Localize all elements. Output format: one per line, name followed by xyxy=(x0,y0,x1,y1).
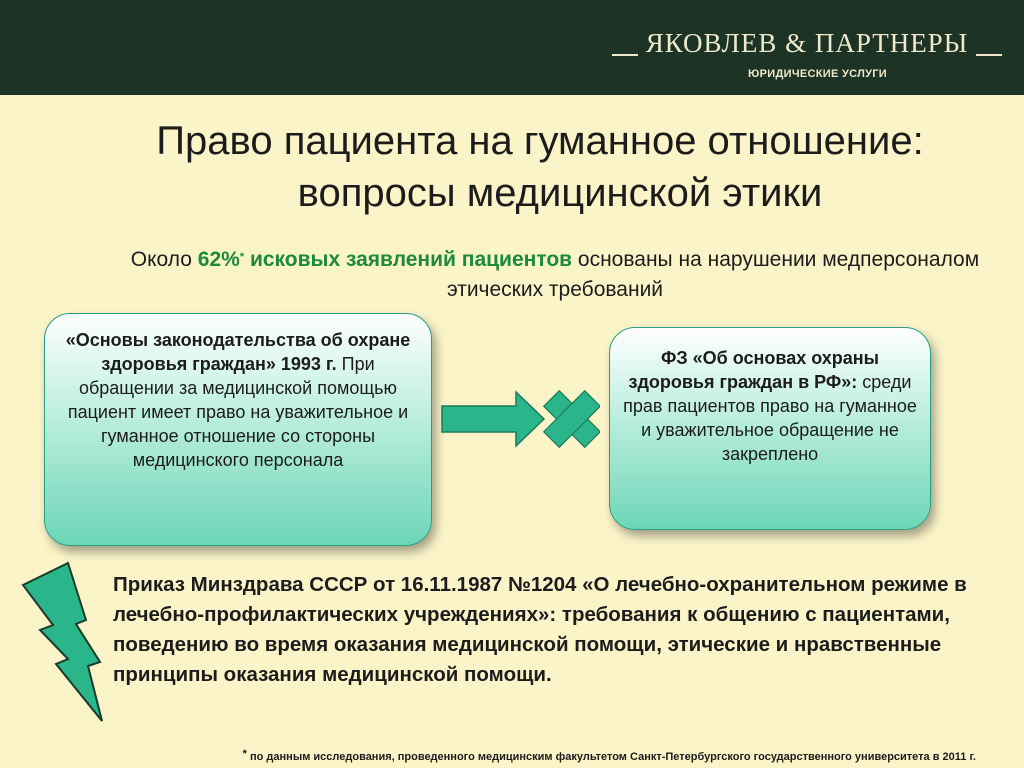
brand-rule-right xyxy=(976,54,1002,56)
title-line-1: Право пациента на гуманное отношение: xyxy=(156,119,924,163)
footnote xyxy=(0,748,1024,763)
stat-highlight: исковых заявлений пациентов xyxy=(249,248,573,271)
brand-logo xyxy=(612,28,1002,59)
order-1204-text: Приказ Минздрава СССР от 16.11.1987 №1204 «О лечебно-охранительном режиме в лечебно-профилактических учреждениях»: требования к общению с пациентами, поведению во время оказания медицинской помощи, этические и нравственные принципы оказания медицинской помощи. xyxy=(113,573,967,686)
stat-star: * xyxy=(239,251,245,263)
title-line-2: вопросы медицинской этики xyxy=(297,171,823,215)
slide-title xyxy=(40,115,980,219)
brand-name-right: ПАРТНЕРЫ xyxy=(814,28,969,58)
law-1993-text: При обращении за медицинской помощью пациент имеет право на уважительное и гуманное отношение со стороны медицинского персонала xyxy=(67,354,409,470)
stat-suffix: основаны на нарушении медперсоналом этических требований xyxy=(446,248,980,301)
law-1993-title: «Основы законодательства об охране здоровья граждан» 1993 г. xyxy=(65,330,411,374)
stat-percent: 62% xyxy=(197,248,240,271)
fz-law-text: среди прав пациентов право на гуманное и уважительное обращение не закреплено xyxy=(623,372,917,464)
fz-law-box xyxy=(609,327,931,530)
brand-tagline: ЮРИДИЧЕСКИЕ УСЛУГИ xyxy=(748,68,887,80)
footnote-star: * xyxy=(242,748,247,760)
brand-name-left: ЯКОВЛЕВ xyxy=(645,28,778,58)
header-bar xyxy=(0,0,1024,95)
law-1993-box xyxy=(44,313,432,546)
fz-law-title: ФЗ «Об основах охраны здоровья граждан в РФ»: xyxy=(628,348,880,392)
arrow-cross-group xyxy=(440,385,600,455)
arrow-right-icon xyxy=(442,392,544,446)
stat-prefix: Около xyxy=(130,248,192,271)
statistic-statement xyxy=(110,245,1000,305)
brand-rule-left xyxy=(612,54,638,56)
footnote-text: по данным исследования, проведенного медицинским факультетом Санкт-Петербургского государственного университета в 2011 г. xyxy=(250,751,976,763)
lightning-icon xyxy=(18,558,108,723)
brand-ampersand: & xyxy=(785,28,808,58)
